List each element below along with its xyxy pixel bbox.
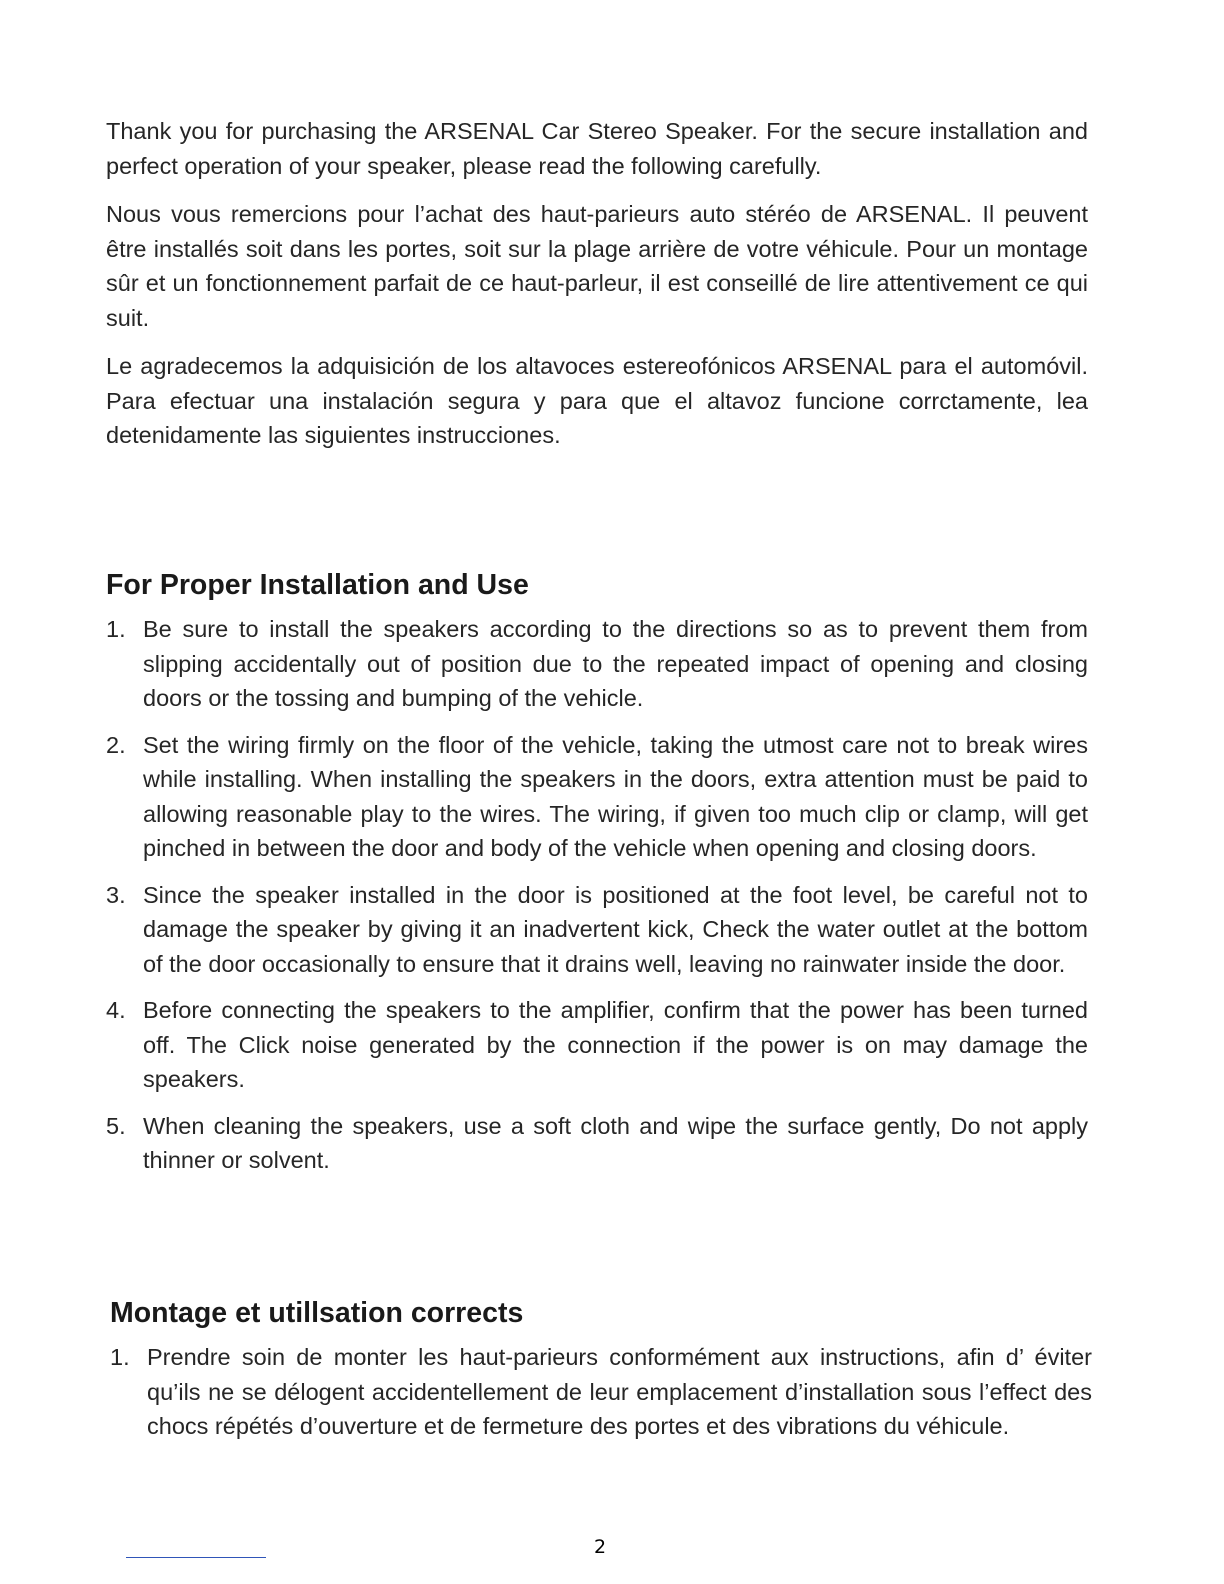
section-heading: Montage et utillsation corrects (110, 1297, 524, 1329)
list-item-number: 1. (110, 1344, 130, 1370)
list-item-text: Prendre soin de monter les haut-parieurs conformément aux instructions, afin d’ éviter qu’ils ne se délogent accidentellement de leur emplacement d’installation sous l’effect des chocs répétés d’ouverture et de fermeture des portes et des vibrations du véhicule. (147, 1344, 1092, 1439)
footer-rule (126, 1557, 266, 1558)
list-item-text: Be sure to install the speakers according to the directions so as to prevent them from slipping accidentally out of position due to the repeated impact of opening and closing doors or the tossing and bumping of the vehicle. (143, 616, 1088, 711)
list-item-text: When cleaning the speakers, use a soft cloth and wipe the surface gently, Do not apply thinner or solvent. (143, 1112, 1088, 1173)
intro-paragraph-es: Le agradecemos la adquisición de los altavoces estereofónicos ARSENAL para el automóvil. Para efectuar una instalación segura y para que el altavoz funcione corrctamente, lea detenidamente las siguientes instrucciones. (106, 353, 1088, 448)
list-item-number: 5. (106, 1112, 126, 1139)
list-item-text: Since the speaker installed in the door is positioned at the foot level, be careful not to damage the speaker by giving it an inadvertent kick, Check the water outlet at the bottom of the door occasionally to ensure that it drains well, leaving no rainwater inside the door. (143, 881, 1088, 977)
section-installation-fr (110, 1294, 1092, 1456)
intro-paragraph-fr: Nous vous remercions pour l’achat des haut-parieurs auto stéréo de ARSENAL. Il peuvent être installés soit dans les portes, soit sur la plage arrière de votre véhicule. Pour un montage sûr et un fonctionnement parfait de ce haut-parleur, il est conseillé de lire attentivement ce qui suit. (106, 201, 1088, 331)
list-item-number: 2. (106, 731, 126, 758)
list-item-text: Before connecting the speakers to the amplifier, confirm that the power has been turned off. The Click noise generated by the connection if the power is on may damage the speakers. (143, 997, 1088, 1092)
list-item-number: 3. (106, 881, 126, 908)
list-item-number: 1. (106, 616, 126, 642)
list-item (106, 612, 1088, 716)
list-item-number: 4. (106, 997, 126, 1023)
list-item (106, 878, 1088, 982)
list-item (106, 1109, 1088, 1178)
list-item (106, 728, 1088, 866)
instruction-list (110, 1340, 1092, 1444)
list-item (110, 1340, 1092, 1444)
list-item (106, 993, 1088, 1097)
intro-block (106, 114, 1088, 467)
instruction-list (106, 612, 1088, 1178)
list-item-text: Set the wiring firmly on the floor of the vehicle, taking the utmost care not to break wires while installing. When installing the speakers in the doors, extra attention must be paid to allowing reasonable play to the wires. The wiring, if given too much clip or clamp, will get pinched in between the door and body of the vehicle when opening and closing doors. (143, 731, 1088, 861)
section-heading: For Proper Installation and Use (106, 569, 529, 601)
intro-paragraph-en: Thank you for purchasing the ARSENAL Car Stereo Speaker. For the secure installation and perfect operation of your speaker, please read the following carefully. (106, 118, 1088, 179)
page-number: 2 (593, 1536, 607, 1558)
section-installation-en (106, 566, 1088, 1190)
